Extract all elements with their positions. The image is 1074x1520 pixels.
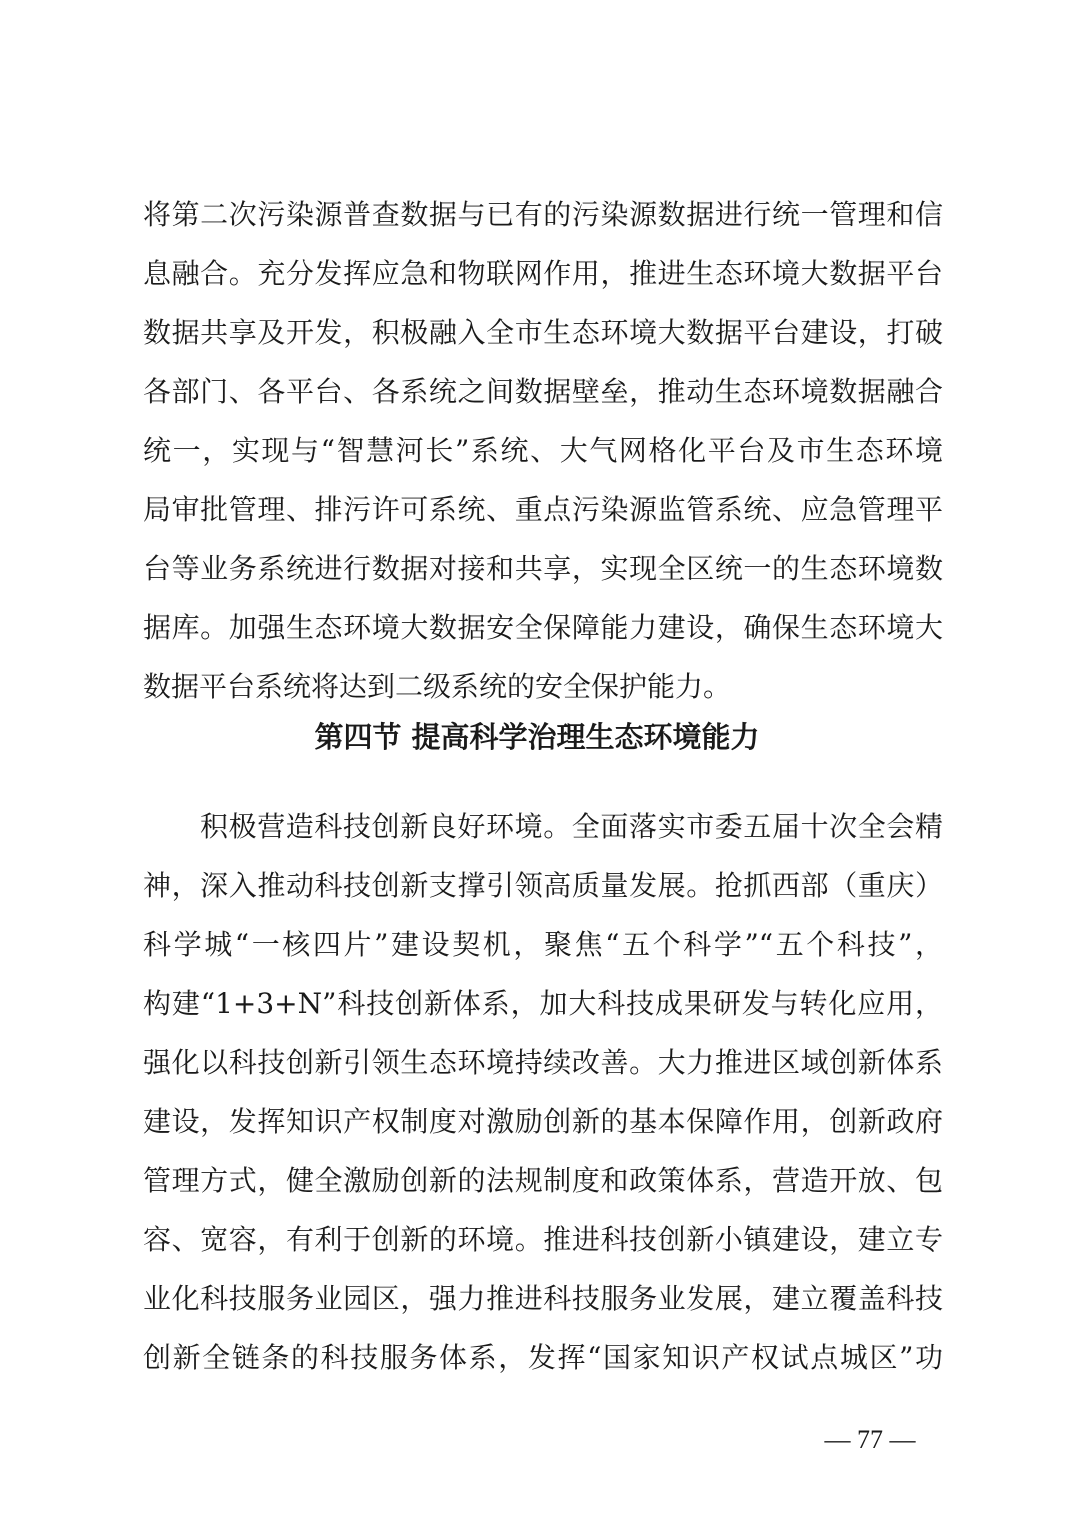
paragraph-line: 将第二次污染源普查数据与已有的污染源数据进行统一管理和信 — [143, 198, 943, 231]
paragraph-line: 创新全链条的科技服务体系，发挥“国家知识产权试点城区”功 — [143, 1341, 943, 1374]
page-number: — 77 — — [824, 1425, 916, 1454]
paragraph-line: 建设，发挥知识产权制度对激励创新的基本保障作用，创新政府 — [143, 1105, 943, 1138]
paragraph-line: 科学城“一核四片”建设契机，聚焦“五个科学”“五个科技”， — [143, 928, 943, 961]
section-heading: 第四节 提高科学治理生态环境能力 — [314, 720, 760, 754]
paragraph-line: 据库。加强生态环境大数据安全保障能力建设，确保生态环境大 — [143, 611, 943, 644]
paragraph-line: 息融合。充分发挥应急和物联网作用，推进生态环境大数据平台 — [143, 257, 943, 290]
paragraph-line: 数据共享及开发，积极融入全市生态环境大数据平台建设，打破 — [143, 316, 943, 349]
paragraph-science-innovation — [143, 797, 943, 1387]
paragraph-line: 数据平台系统将达到二级系统的安全保护能力。 — [143, 670, 732, 703]
paragraph-line: 管理方式，健全激励创新的法规制度和政策体系，营造开放、包 — [143, 1164, 943, 1197]
paragraph-line: 强化以科技创新引领生态环境持续改善。大力推进区域创新体系 — [143, 1046, 943, 1079]
paragraph-line: 业化科技服务业园区，强力推进科技服务业发展，建立覆盖科技 — [143, 1282, 943, 1315]
paragraph-data-integration — [143, 185, 943, 716]
paragraph-line: 统一，实现与“智慧河长”系统、大气网格化平台及市生态环境 — [143, 434, 943, 467]
paragraph-line: 神，深入推动科技创新支撑引领高质量发展。抢抓西部（重庆） — [143, 869, 943, 902]
paragraph-line: 构建“1+3+N”科技创新体系，加大科技成果研发与转化应用， — [143, 987, 943, 1020]
paragraph-line: 局审批管理、排污许可系统、重点污染源监管系统、应急管理平 — [143, 493, 943, 526]
paragraph-line: 积极营造科技创新良好环境。全面落实市委五届十次全会精 — [200, 810, 943, 843]
paragraph-line: 台等业务系统进行数据对接和共享，实现全区统一的生态环境数 — [143, 552, 943, 585]
paragraph-line: 容、宽容，有利于创新的环境。推进科技创新小镇建设，建立专 — [143, 1223, 943, 1256]
paragraph-line: 各部门、各平台、各系统之间数据壁垒，推动生态环境数据融合 — [143, 375, 943, 408]
